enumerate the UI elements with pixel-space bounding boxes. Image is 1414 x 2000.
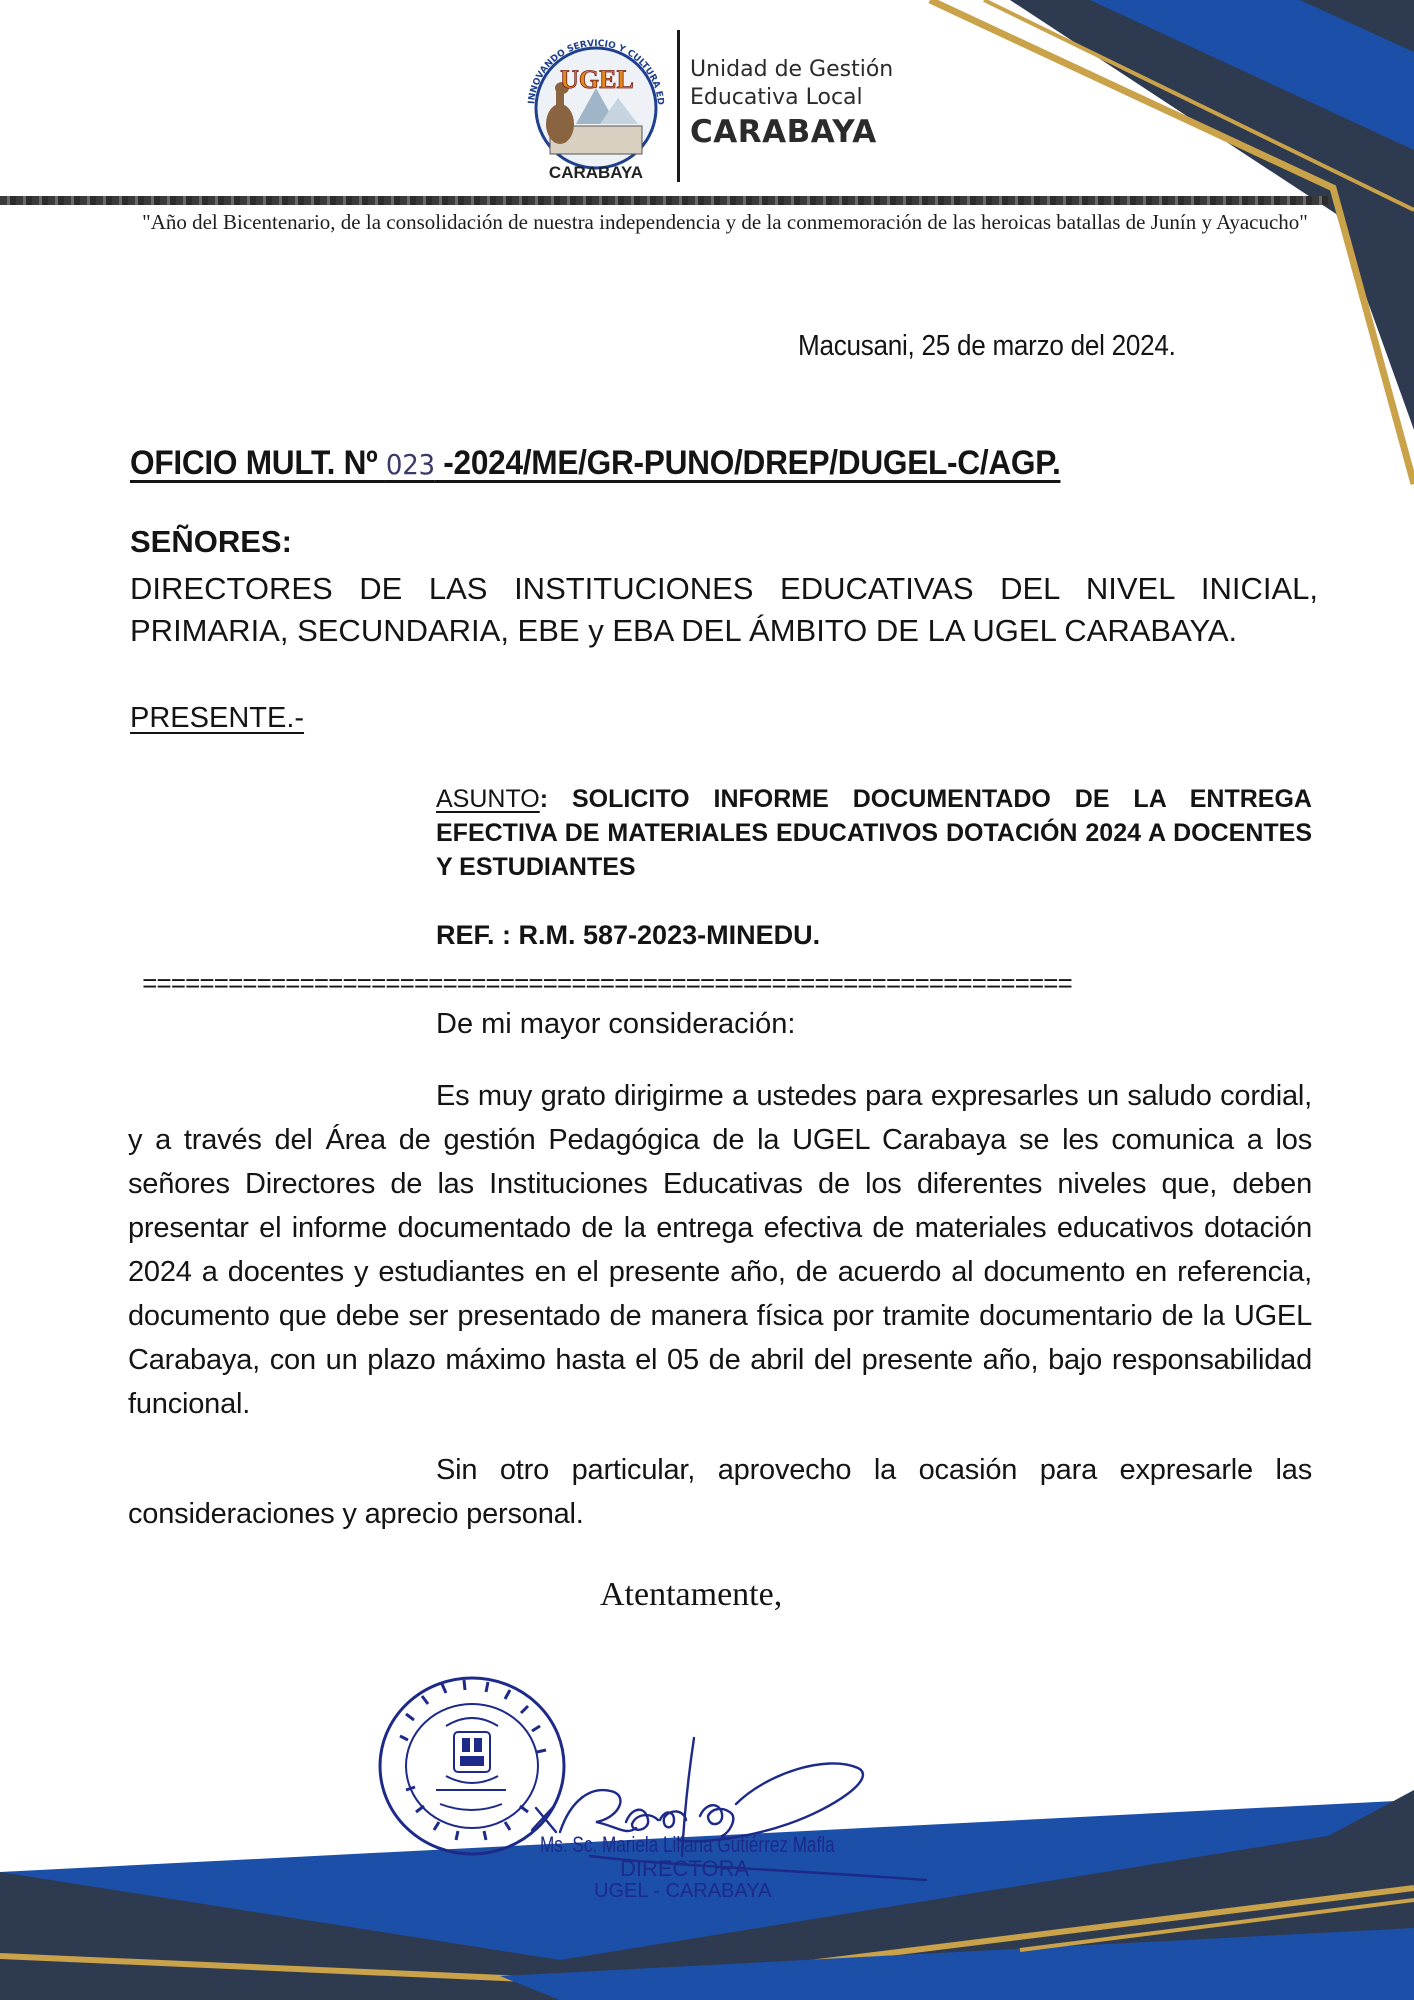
reference-line: REF. : R.M. 587-2023-MINEDU. [436,920,821,950]
logo-caption: CARABAYA [548,163,644,182]
logo-acronym: UGEL [560,65,634,94]
handwritten-signature [530,1720,980,1900]
addressee-line2: PRIMARIA, SECUNDARIA, EBE y EBA DEL ÁMBITO DE LA UGEL CARABAYA. [130,613,1238,648]
body-paragraph-2: Sin otro particular, aprovecho la ocasión para expresarle las consideraciones y aprecio personal. [128,1454,1312,1530]
presente-label: PRESENTE.- [130,702,305,734]
subject-text: : SOLICITO INFORME DOCUMENTADO DE LA ENTREGA EFECTIVA DE MATERIALES EDUCATIVOS DOTACIÓN 2024 A DOCENTES Y ESTUDIANTES [436,785,1312,881]
addressee-block [130,568,1318,652]
logo-arc-text: INNOVANDO SERVICIO Y CULTURA ED [527,38,666,106]
organization-name [690,56,930,152]
signatory-name: Ms. Sc. Mariela Liliana Gutiérrez Mafla [540,1832,835,1857]
org-name-line1: Unidad de Gestión [690,57,894,82]
closing: Atentamente, [600,1576,783,1613]
org-name-line2: Educativa Local [690,85,863,110]
subject-block [436,782,1312,884]
oficio-number: 023 [385,448,435,481]
oficio-prefix: OFICIO MULT. Nº [130,444,386,482]
year-motto: "Año del Bicentenario, de la consolidación de nuestra independencia y de la conmemoración de las heroicas batallas de Junín y Ayacucho" [142,210,1308,234]
signatory-title: DIRECTORA [620,1856,750,1881]
signatory-organization: UGEL - CARABAYA [594,1880,772,1902]
addressee-line1: DIRECTORES DE LAS INSTITUCIONES EDUCATIVAS DEL NIVEL INICIAL, [130,571,1318,606]
letter-date: Macusani, 25 de marzo del 2024. [798,330,1176,362]
header-divider [677,30,680,182]
separator-line: ================================================================= [142,970,1072,1000]
ugel-logo [520,28,672,184]
salutation: De mi mayor consideración: [436,1008,796,1040]
body-paragraph-1: Es muy grato dirigirme a ustedes para expresarles un saludo cordial, y a través del Área de gestión Pedagógica de la UGEL Carabaya se les comunica a los señores Directores de las Instituciones Educativas de los diferentes niveles que, deben presentar el informe documentado de la entrega efectiva de materiales educativos dotación 2024 a docentes y estudiantes en el presente año, de acuerdo al documento en referencia, documento que debe ser presentado de manera física por tramite documentario de la UGEL Carabaya, con un plazo máximo hasta el 05 de abril del presente año, bajo responsabilidad funcional. [128,1080,1312,1420]
header-rule [0,196,1330,205]
addressee-label: SEÑORES: [130,524,292,559]
oficio-suffix: -2024/ME/GR-PUNO/DREP/DUGEL-C/AGP. [434,444,1061,482]
document-reference-number [130,444,1060,483]
subject-label: ASUNTO [436,785,540,813]
org-name-line3: CARABAYA [690,114,877,150]
